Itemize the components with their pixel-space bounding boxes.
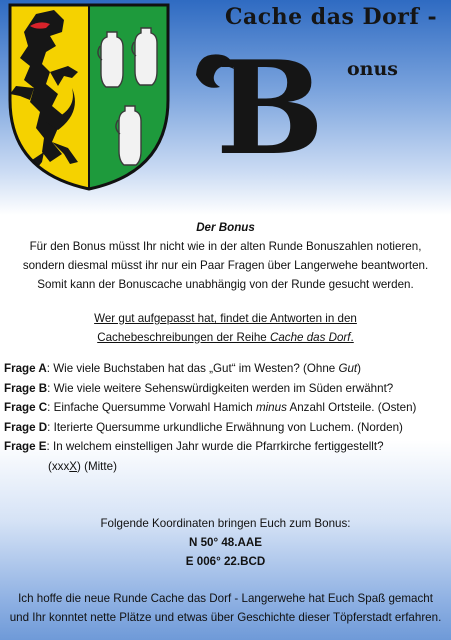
- intro-line: sondern diesmal müsst ihr nur ein Paar Fragen über Langerwehe beantworten.: [22, 259, 429, 272]
- question-label: Frage A: [4, 362, 47, 375]
- hint-text: Cachebeschreibungen der Reihe: [97, 331, 270, 344]
- intro-line: Somit kann der Bonuscache unabhängig von der Runde gesucht werden.: [37, 278, 414, 291]
- hint-line: Wer gut aufgepasst hat, findet die Antworten in den: [94, 312, 357, 325]
- page-title: Cache das Dorf -: [225, 4, 438, 30]
- closing-line: und Ihr konntet nette Plätze und etwas über Geschichte dieser Töpferstadt erfahren.: [9, 611, 442, 624]
- hint-line: [0, 328, 451, 347]
- main-content: [0, 218, 451, 627]
- closing-section: [0, 589, 451, 627]
- question-text: : Wie viele weitere Sehenswürdigkeiten werden im Süden erwähnt?: [47, 381, 394, 395]
- questions-list: [0, 359, 451, 476]
- question-text: : Einfache Quersumme Vorwahl Hamich: [47, 401, 256, 414]
- question-label: Frage C: [4, 401, 48, 414]
- question-a: [4, 359, 451, 379]
- question-text: : Iterierte Quersumme urkundliche Erwähnung von Luchem. (Norden): [47, 420, 403, 434]
- question-e: [4, 437, 451, 457]
- question-d: [4, 418, 451, 438]
- big-letter: B: [215, 45, 325, 165]
- hint-text: .: [350, 331, 354, 344]
- ornate-initial: [192, 45, 342, 165]
- intro-section: [0, 218, 451, 294]
- jug-icon: [132, 28, 157, 85]
- question-hint-text: (xxx: [48, 459, 70, 473]
- closing-line: Ich hoffe die neue Runde Cache das Dorf - Langerwehe hat Euch Spaß gemacht: [18, 592, 433, 605]
- question-text: : In welchem einstelligen Jahr wurde die Pfarrkirche fertiggestellt?: [46, 440, 384, 453]
- letter-suffix: onus: [347, 58, 398, 80]
- coordinates-section: [0, 514, 451, 571]
- question-c: [4, 398, 451, 418]
- coat-of-arms: [6, 2, 172, 192]
- question-text: : Wie viele Buchstaben hat das „Gut“ im Westen? (Ohne: [46, 362, 339, 375]
- jug-icon: [116, 106, 141, 165]
- coordinates-intro: Folgende Koordinaten bringen Euch zum Bonus:: [100, 517, 351, 530]
- question-label: Frage B: [4, 381, 48, 395]
- coordinate-east: E 006° 22.BCD: [185, 555, 266, 568]
- question-hint-text: ) (Mitte): [77, 459, 117, 473]
- hint-series-name: Cache das Dorf: [269, 331, 351, 344]
- question-emphasis: minus: [255, 401, 287, 414]
- question-text: ): [357, 362, 362, 375]
- section-heading: Der Bonus: [196, 221, 255, 234]
- coordinate-north: N 50° 48.AAE: [189, 536, 262, 549]
- question-label: Frage D: [4, 420, 48, 434]
- question-text: Anzahl Ortsteile. (Osten): [286, 401, 417, 414]
- intro-line: Für den Bonus müsst Ihr nicht wie in der alten Runde Bonuszahlen notieren,: [29, 240, 422, 253]
- question-hint-underlined: X: [69, 459, 77, 473]
- question-emphasis: Gut: [338, 362, 358, 375]
- hint-section: [0, 309, 451, 347]
- question-e-hint: [4, 457, 451, 477]
- question-b: [4, 379, 451, 399]
- question-label: Frage E: [4, 440, 47, 453]
